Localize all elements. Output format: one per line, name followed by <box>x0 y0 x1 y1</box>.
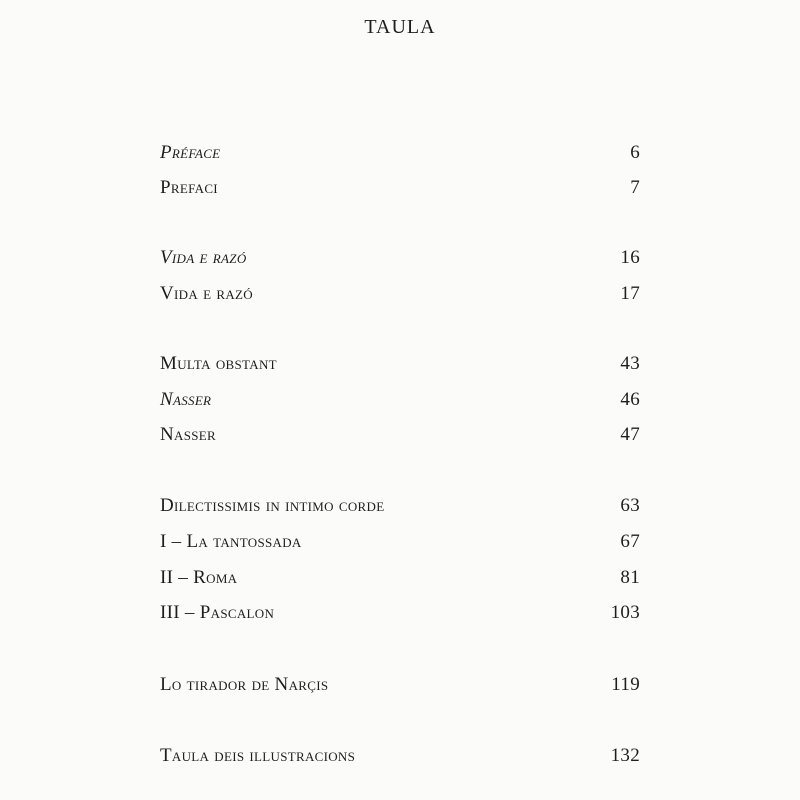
toc-entry-label: Préface <box>160 142 221 163</box>
toc-entry-vida-italic <box>160 247 640 273</box>
toc-entry-la-tantossada <box>160 531 640 557</box>
toc-entry-page: 16 <box>620 247 640 268</box>
toc-entry-label: I – La tantossada <box>160 531 302 552</box>
toc-entry-label: Vida e razó <box>160 247 247 268</box>
toc-entry-page: 119 <box>611 674 640 695</box>
toc-entry-label: Multa obstant <box>160 353 277 374</box>
toc-entry-label: Nasser <box>160 424 216 445</box>
toc-entry-taula-illustracions <box>160 745 640 771</box>
toc-entry-prefaci <box>160 177 640 203</box>
toc-entry-label: Vida e razó <box>160 283 253 304</box>
toc-entry-label: Lo tirador de Narçis <box>160 674 329 695</box>
toc-entry-page: 7 <box>630 177 640 198</box>
toc-entry-pascalon <box>160 602 640 628</box>
toc-entry-page: 46 <box>620 389 640 410</box>
toc-entry-label: Nasser <box>160 389 212 410</box>
toc-entry-label: Taula deis illustracions <box>160 745 356 766</box>
toc-entry-page: 6 <box>630 142 640 163</box>
toc-entry-page: 81 <box>620 567 640 588</box>
toc-entry-page: 63 <box>620 495 640 516</box>
toc-entry-multa-obstant <box>160 353 640 379</box>
toc-entry-page: 47 <box>620 424 640 445</box>
toc-entry-vida <box>160 283 640 309</box>
toc-entry-label: II – Roma <box>160 567 238 588</box>
toc-entry-page: 67 <box>620 531 640 552</box>
toc-entry-page: 103 <box>610 602 640 623</box>
toc-entry-nasser <box>160 424 640 450</box>
toc-entry-tirador-de-narcis <box>160 674 640 700</box>
toc-entry-label: Dilectissimis in intimo corde <box>160 495 385 516</box>
toc-entry-label: III – Pascalon <box>160 602 275 623</box>
toc-entry-label: Prefaci <box>160 177 218 198</box>
toc-entry-page: 17 <box>620 283 640 304</box>
toc-entry-page: 132 <box>610 745 640 766</box>
toc-entry-page: 43 <box>620 353 640 374</box>
toc-entry-preface-fr <box>160 142 640 168</box>
toc-entry-nasser-italic <box>160 389 640 415</box>
toc-entry-dilectissimis <box>160 495 640 521</box>
page-title: TAULA <box>364 16 436 38</box>
toc-entry-roma <box>160 567 640 593</box>
